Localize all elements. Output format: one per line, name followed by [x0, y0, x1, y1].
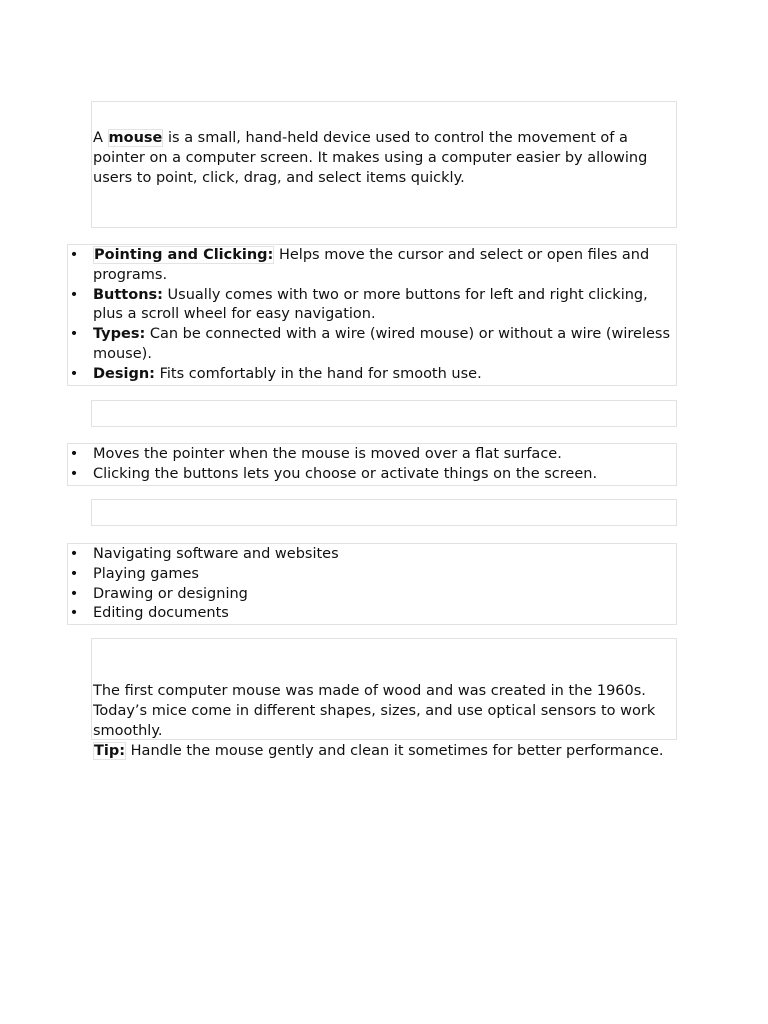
- how-it-works-list: [67, 443, 677, 486]
- tip-label: Tip:: [94, 743, 126, 759]
- empty-heading-box: [91, 400, 677, 427]
- mouse-keyword: mouse: [108, 130, 163, 146]
- intro-prefix: A: [93, 130, 108, 146]
- list-item: [68, 445, 676, 465]
- intro-text: is a small, hand-held device used to control the movement of a pointer on a computer screen. It makes using a computer easier by allowing users to point, click, drag, and select items quickly.: [93, 130, 648, 186]
- bullet-icon: •: [69, 605, 79, 622]
- list-item: [68, 585, 676, 605]
- intro-section: [91, 101, 677, 228]
- list-item: [68, 465, 676, 485]
- list-item: [68, 286, 676, 326]
- feature-term: Types:: [93, 326, 146, 343]
- list-item-text: Clicking the buttons lets you choose or activate things on the screen.: [93, 465, 598, 482]
- list-item: [68, 565, 676, 585]
- feature-term: Buttons:: [93, 286, 163, 303]
- bullet-icon: •: [69, 365, 79, 382]
- list-item: [68, 246, 676, 286]
- bullet-icon: •: [69, 585, 79, 602]
- bullet-icon: •: [69, 465, 79, 482]
- list-item: [68, 604, 676, 624]
- tip-text: Handle the mouse gently and clean it sometimes for better performance.: [126, 743, 664, 759]
- feature-term: Design:: [93, 365, 155, 382]
- list-item-text: Editing documents: [93, 605, 229, 622]
- list-item-text: Drawing or designing: [93, 585, 248, 602]
- tip-paragraph: [93, 741, 673, 761]
- feature-text: Can be connected with a wire (wired mouse) or without a wire (wireless mouse).: [93, 326, 671, 362]
- list-item-text: Playing games: [93, 565, 199, 582]
- feature-term: Pointing and Clicking:: [94, 247, 274, 263]
- bullet-icon: •: [69, 446, 79, 462]
- closing-section: [91, 638, 677, 759]
- list-item: [68, 365, 676, 385]
- bullet-icon: •: [69, 326, 79, 343]
- intro-paragraph: [93, 128, 673, 188]
- uses-list: [67, 543, 677, 625]
- bullet-icon: •: [69, 247, 79, 263]
- list-item-text: Navigating software and websites: [93, 546, 339, 562]
- bullet-icon: •: [69, 546, 79, 562]
- feature-text: Usually comes with two or more buttons for left and right clicking, plus a scroll wheel for easy navigation.: [93, 286, 648, 323]
- feature-text: Helps move the cursor and select or open files and programs.: [93, 247, 650, 283]
- empty-heading-box: [91, 499, 677, 526]
- list-item: [68, 545, 676, 565]
- list-item-text: Moves the pointer when the mouse is moved over a flat surface.: [93, 446, 562, 462]
- feature-text: Fits comfortably in the hand for smooth use.: [154, 365, 482, 382]
- features-list: [67, 244, 677, 386]
- fun-fact-paragraph: The first computer mouse was made of wood and was created in the 1960s. Today’s mice come in different shapes, sizes, and use optical sensors to work smoothly.: [93, 683, 656, 739]
- bullet-icon: •: [69, 565, 79, 582]
- list-item: [68, 325, 676, 365]
- bullet-icon: •: [69, 286, 79, 303]
